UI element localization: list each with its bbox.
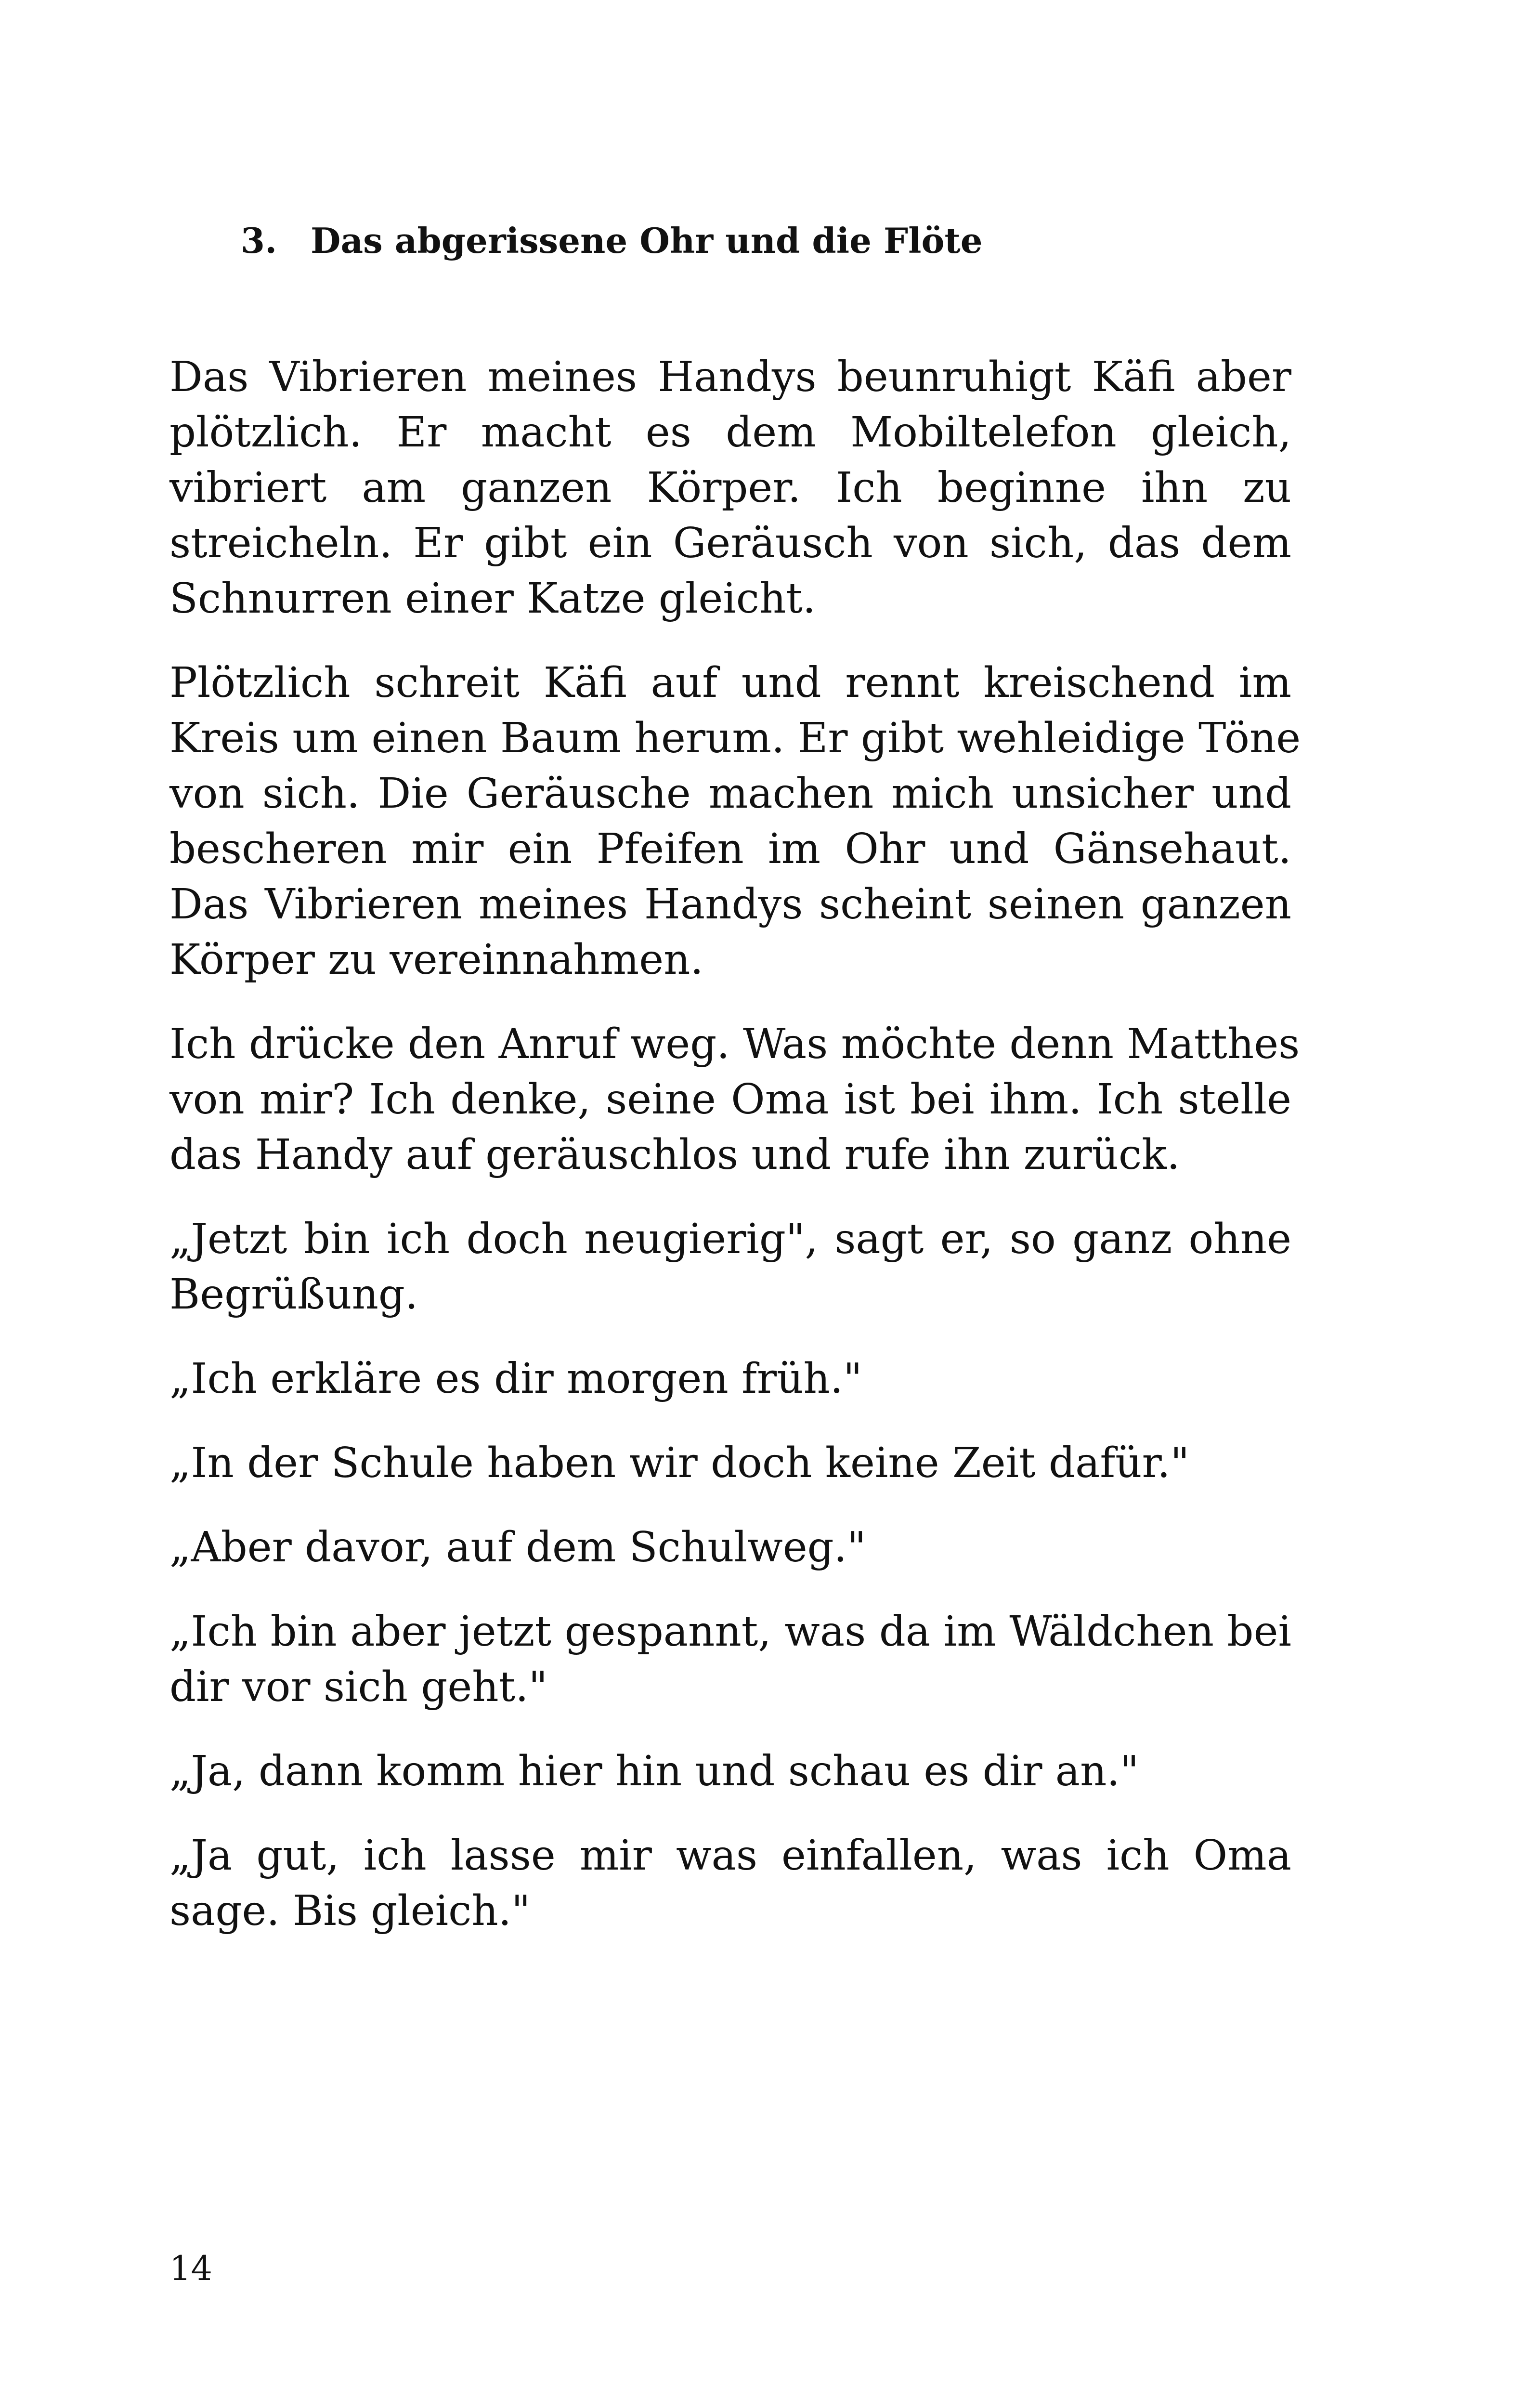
paragraph [169,1212,1291,1322]
text-line: „Aber davor, auf dem Schulweg." [169,1523,866,1571]
paragraph [169,1017,1300,1183]
paragraph [169,1828,1291,1939]
text-line: „Ja, dann komm hier hin und schau es dir an." [169,1747,1139,1795]
text-line: Plötzlich schreit Käfi auf und rennt kreischend im [169,659,1291,707]
text-line: dir vor sich geht." [169,1663,548,1711]
text-line: Schnurren einer Katze gleicht. [169,575,816,623]
paragraph [169,350,1291,627]
paragraph [169,1604,1291,1715]
text-line: sage. Bis gleich." [169,1887,531,1935]
paragraph [169,1436,1291,1491]
text-line: streicheln. Er gibt ein Geräusch von sich, das dem [169,519,1291,567]
page-number: 14 [169,2249,213,2288]
text-line: „Ja gut, ich lasse mir was einfallen, was ich Oma [169,1832,1291,1880]
text-line: Kreis um einen Baum herum. Er gibt wehleidige Töne [169,714,1301,762]
paragraph [169,1351,1291,1407]
text-line: von mir? Ich denke, seine Oma ist bei ihm. Ich stelle [169,1075,1291,1124]
text-line: „In der Schule haben wir doch keine Zeit dafür." [169,1439,1190,1487]
text-line: „Ich erkläre es dir morgen früh." [169,1355,862,1403]
text-line: „Ich bin aber jetzt gespannt, was da im Wäldchen bei [169,1608,1291,1656]
text-line: bescheren mir ein Pfeifen im Ohr und Gänsehaut. [169,825,1291,873]
text-line: das Handy auf geräuschlos und rufe ihn zurück. [169,1131,1180,1179]
text-line: von sich. Die Geräusche machen mich unsicher und [169,770,1291,818]
text-line: Das Vibrieren meines Handys scheint seinen ganzen [169,880,1291,929]
paragraph [169,1744,1291,1799]
paragraph [169,655,1301,988]
text-line: Ich drücke den Anruf weg. Was möchte denn Matthes [169,1020,1300,1068]
chapter-number: 3. [241,220,277,261]
text-line: Körper zu vereinnahmen. [169,936,703,984]
text-line: Das Vibrieren meines Handys beunruhigt Käfi aber [169,353,1291,401]
text-line: plötzlich. Er macht es dem Mobiltelefon gleich, [169,408,1291,457]
text-line: „Jetzt bin ich doch neugierig", sagt er, so ganz ohne [169,1215,1291,1263]
text-line: vibriert am ganzen Körper. Ich beginne ihn zu [169,464,1291,512]
body-text [169,350,1301,1968]
chapter-title: Das abgerissene Ohr und die Flöte [311,220,983,261]
text-line: Begrüßung. [169,1270,418,1319]
chapter-heading [241,212,1348,270]
paragraph [169,1520,1291,1575]
